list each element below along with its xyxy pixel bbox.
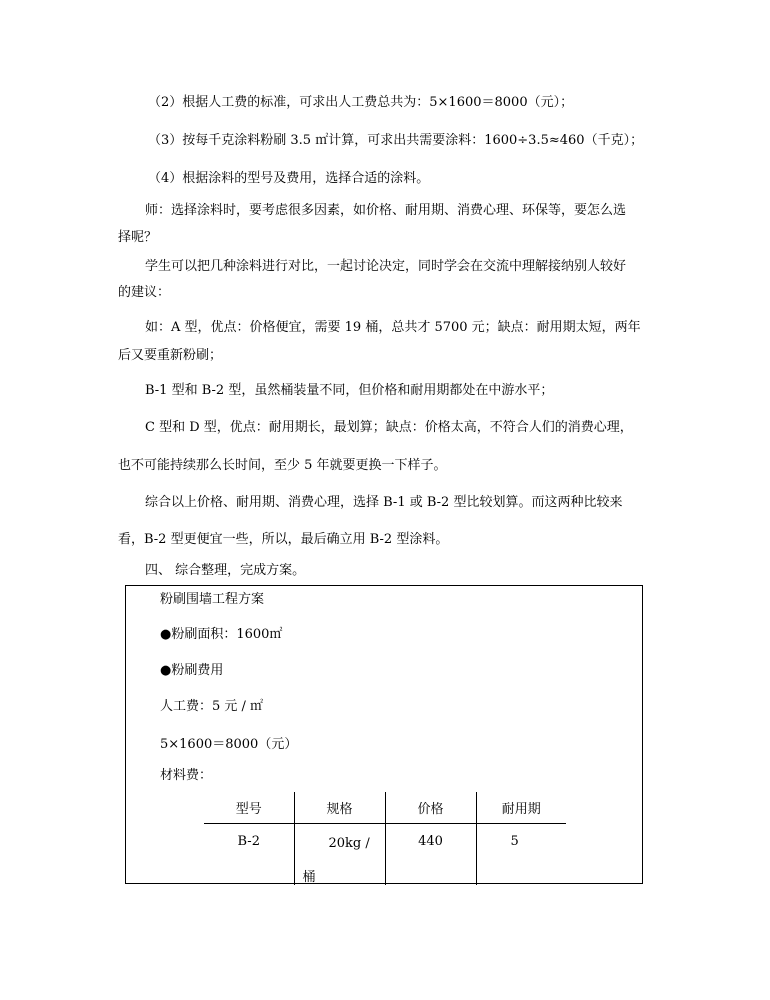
paragraph-step-4: （4）根据涂料的型号及费用，选择合适的涂料。 xyxy=(148,171,430,186)
type-a-line2: 后又要重新粉刷； xyxy=(118,348,223,363)
cell-spec-line1: 20kg / xyxy=(328,835,370,851)
cell-price xyxy=(385,823,476,885)
conclusion-line1: 综合以上价格、耐用期、消费心理，选择 B-1 或 B-2 型比较划算。而这两种比较来 xyxy=(145,495,623,510)
cell-spec-line2: 桶 xyxy=(302,869,316,885)
type-b-line: B-1 型和 B-2 型，虽然桶装量不同，但价格和耐用期都处在中游水平； xyxy=(145,383,554,398)
cell-model-text: B-2 xyxy=(237,833,260,849)
cell-model xyxy=(204,823,294,885)
plan-box xyxy=(125,585,643,884)
table-row xyxy=(204,823,566,885)
header-life: 耐用期 xyxy=(476,792,566,823)
student-compare-line2: 的建议： xyxy=(118,285,171,300)
plan-area: ●粉刷面积：1600㎡ xyxy=(160,627,283,642)
table-header-row xyxy=(204,792,566,823)
plan-material-heading: 材料费： xyxy=(160,768,213,783)
header-model: 型号 xyxy=(204,792,294,823)
header-spec: 规格 xyxy=(294,792,385,823)
type-cd-line1: C 型和 D 型，优点：耐用期长，最划算；缺点：价格太高，不符合人们的消费心理， xyxy=(145,420,633,435)
teacher-question-line2: 择呢？ xyxy=(118,230,158,245)
paragraph-step-2: （2）根据人工费的标准，可求出人工费总共为：5×1600＝8000（元）； xyxy=(148,95,574,110)
teacher-question-line1: 师：选择涂料时，要考虑很多因素，如价格、耐用期、消费心理、环保等，要怎么选 xyxy=(145,203,627,218)
cell-life-text: 5 xyxy=(510,833,519,849)
cell-life xyxy=(476,823,566,885)
conclusion-line2: 看，B-2 型更便宜一些，所以，最后确立用 B-2 型涂料。 xyxy=(118,532,449,547)
type-cd-line2: 也不可能持续那么长时间，至少 5 年就要更换一下样子。 xyxy=(118,458,447,473)
plan-labor-total: 5×1600＝8000（元） xyxy=(160,737,298,752)
header-price: 价格 xyxy=(385,792,476,823)
section-four-heading: 四、 综合整理，完成方案。 xyxy=(145,563,306,578)
plan-cost-heading: ●粉刷费用 xyxy=(160,663,224,678)
cell-price-text: 440 xyxy=(418,833,443,849)
material-table xyxy=(204,792,566,885)
student-compare-line1: 学生可以把几种涂料进行对比，一起讨论决定，同时学会在交流中理解接纳别人较好 xyxy=(145,259,627,274)
type-a-line1: 如：A 型，优点：价格便宜，需要 19 桶，总共才 5700 元；缺点：耐用期太短，两年 xyxy=(145,320,641,335)
plan-title: 粉刷围墙工程方案 xyxy=(160,592,265,607)
paragraph-step-3: （3）按每千克涂料粉刷 3.5 ㎡计算，可求出共需要涂料：1600÷3.5≈460（千克）； xyxy=(148,133,644,148)
plan-labor-rate: 人工费：5 元 / ㎡ xyxy=(160,699,264,714)
cell-spec xyxy=(294,823,385,885)
